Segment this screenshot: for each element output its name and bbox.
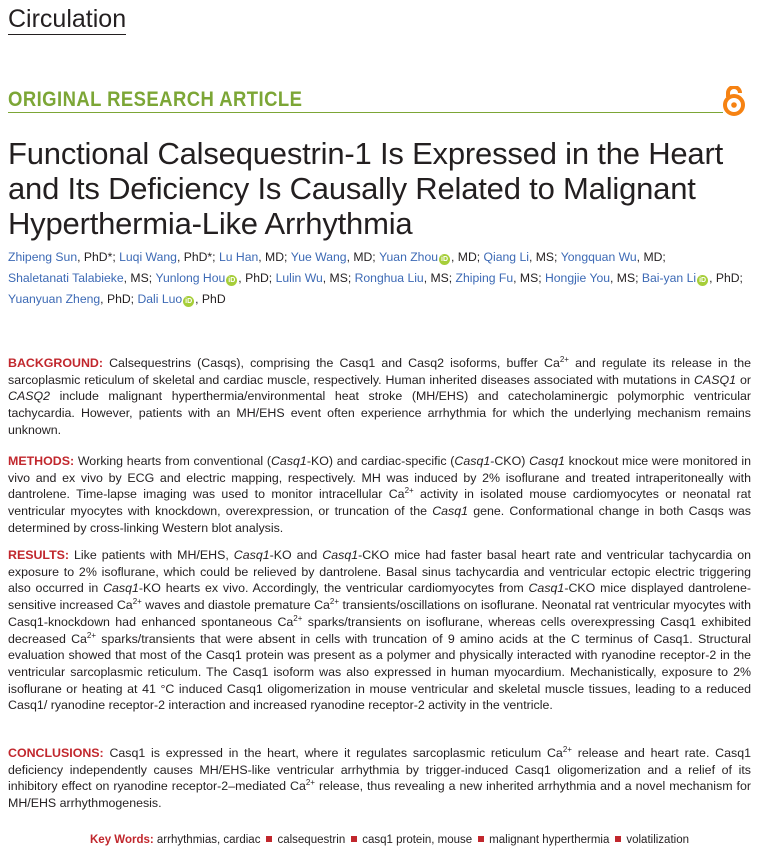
keyword[interactable]: casq1 protein, mouse [362,834,473,846]
section-divider [8,112,723,113]
author [291,250,379,264]
keyword-separator [478,836,484,842]
journal-name[interactable]: Circulation [8,5,127,33]
keyword[interactable]: volatilization [626,834,689,846]
keyword-separator [351,836,357,842]
author-degree: , MD; [636,250,666,264]
keywords-heading: Key Words: [90,834,154,846]
abstract-conclusions [8,745,751,812]
author-name[interactable]: Zhipeng Sun [8,250,78,264]
author [8,250,119,264]
author [155,271,275,285]
author-degree: , MS; [513,271,545,285]
author-name[interactable]: Yunlong Hou [155,271,226,285]
author-degree: , MD; [451,250,484,264]
abstract-background [8,355,751,439]
results-text: Like patients with MH/EHS, Casq1-KO and Casq1-CKO mice had faster basal heart rate and ventricular tachycardia on exposure to 2% isoflurane, which could be relieved by dantrolene. Basal sinus tachycardia and ventricular ectopic electric triggering also occurred in Casq1-KO hearts ex vivo. Accordingly, the ventricular cardiomyocytes from Casq1-CKO mice displayed dantrolene-sensitive increased $Ca^{2+}$ waves and diastole premature $Ca^{2+}$ transients/oscillations on isoflurane. Neonatal rat ventricular myocytes with Casq1-knockdown had enhanced spontaneous $Ca^{2+}$ sparks/transients on isoflurane, whereas cells overexpressing Casq1 exhibited decreased $Ca^{2+}$ sparks/transients that were absent in cells with truncation of 9 amino acids at the C terminus of Casq1. Structural evaluation showed that most of the Casq1 protein was present as a polymer and physically interacted with ryanodine receptor-2 in the ventricular sarcoplasmic reticulum. The Casq1 isoform was also expressed in human myocardium. Mechanistically, exposure to 2% isoflurane or heating at 41 °C induced Casq1 oligomerization in mouse ventricular and skeletal muscle tissues, leading to a reduced Casq1/ ryanodine receptor-2 interaction and increased ryanodine receptor-2 activity in the ventricle. [8,548,751,713]
author-degree: , MD; [258,250,291,264]
author-name[interactable]: Lulin Wu [275,271,323,285]
author [355,271,456,285]
keyword-separator [615,836,621,842]
author-degree: , MD; [346,250,380,264]
author-name[interactable]: Bai-yan Li [641,271,697,285]
conclusions-heading: CONCLUSIONS: [8,746,104,760]
author [561,250,666,264]
author [484,250,561,264]
author-name[interactable]: Dali Luo [137,292,183,306]
keywords [90,834,689,846]
author-name[interactable]: Luqi Wang [119,250,177,264]
author [119,250,219,264]
keyword-list [157,834,689,846]
author [642,271,743,285]
author-name[interactable]: Shaletanati Talabieke [8,271,124,285]
keyword[interactable]: calsequestrin [277,834,346,846]
keyword-separator [266,836,272,842]
author [8,292,137,306]
author-degree: , MS; [528,250,561,264]
author [379,250,483,264]
methods-heading: METHODS: [8,454,75,468]
author-degree: , PhD*; [176,250,219,264]
author-degree: , PhD [195,292,226,306]
author-name[interactable]: Lu Han [218,250,259,264]
author-degree: , MS; [610,271,642,285]
author-name[interactable]: Hongjie You [544,271,611,285]
keyword[interactable]: malignant hyperthermia [489,834,610,846]
author-name[interactable]: Zhiping Fu [455,271,514,285]
author-degree: , PhD; [709,271,743,285]
author-name[interactable]: Yue Wang [290,250,347,264]
abstract-results [8,547,751,714]
article-type-label: ORIGINAL RESEARCH ARTICLE [8,88,303,111]
author-list [8,247,753,310]
conclusions-text: Casq1 is expressed in the heart, where it regulates sarcoplasmic reticulum $Ca^{2+}$ release and heart rate. Casq1 deficiency independently causes MH/EHS-like ventricular arrhythmia by trigger-induced Casq1 oligomerization and a relief of its inhibitory effect on ryanodine receptor-2–mediated $Ca^{2+}$ release, thus revealing a new inherited arrhythmia and a novel mechanism for MH/EHS arrhythmogenesis. [8,744,751,811]
author-name[interactable]: Yongquan Wu [560,250,637,264]
author-degree: , MS; [123,271,156,285]
author-name[interactable]: Yuanyuan Zheng [8,292,101,306]
author [545,271,642,285]
methods-text: Working hearts from conventional (Casq1-KO) and cardiac-specific (Casq1-CKO) Casq1 knockout mice were monitored in vivo and ex vivo by ECG and electric mapping, respectively. MH was induced by 2% isoflurane and treated intraperitoneally with dantrolene. Time-lapse imaging was used to monitor intracellular $Ca^{2+}$ activity in isolated mouse cardiomyocytes or neonatal rat ventricular myocytes with knockdown, overexpression, or truncation of the Casq1 gene. Conformational change in both Casqs was determined by cross-linking Western blot analysis. [8,454,752,535]
open-access-lock-icon[interactable] [720,86,748,116]
abstract-methods [8,453,751,537]
author-degree: , PhD; [238,271,276,285]
author [456,271,545,285]
author-degree: , PhD*; [77,250,120,264]
orcid-icon[interactable]: iD [228,277,236,284]
keyword[interactable]: arrhythmias, cardiac [156,834,261,846]
author [137,292,225,306]
author [8,271,155,285]
author-name[interactable]: Yuan Zhou [379,250,439,264]
author-name[interactable]: Ronghua Liu [354,271,424,285]
orcid-icon[interactable]: iD [185,298,193,305]
author [219,250,291,264]
article-title: Functional Calsequestrin-1 Is Expressed in the Heart and Its Deficiency Is Causally Related to Malignant Hyperthermia-Like Arrhythmia [8,136,724,241]
author [276,271,355,285]
author-degree: , PhD; [100,292,138,306]
orcid-icon[interactable]: iD [699,277,707,284]
background-text: Calsequestrins (Casqs), comprising the Casq1 and Casq2 isoforms, buffer $Ca^{2+}$ and regulate its release in the sarcoplasmic reticulum of skeletal and cardiac muscle, respectively. Human inherited diseases associated with mutations in CASQ1 or CASQ2 include malignant hyperthermia/environmental heat stroke (MH/EHS) and catecholaminergic polymorphic ventricular tachycardia. However, patients with an MH/EHS event often experience arrhythmia for which the underlying mechanism remains unknown. [8,354,751,437]
author-degree: , MS; [423,271,456,285]
orcid-icon[interactable]: iD [441,256,449,263]
background-heading: BACKGROUND: [8,356,103,370]
author-name[interactable]: Qiang Li [483,250,529,264]
author-degree: , MS; [322,271,355,285]
results-heading: RESULTS: [8,548,70,562]
